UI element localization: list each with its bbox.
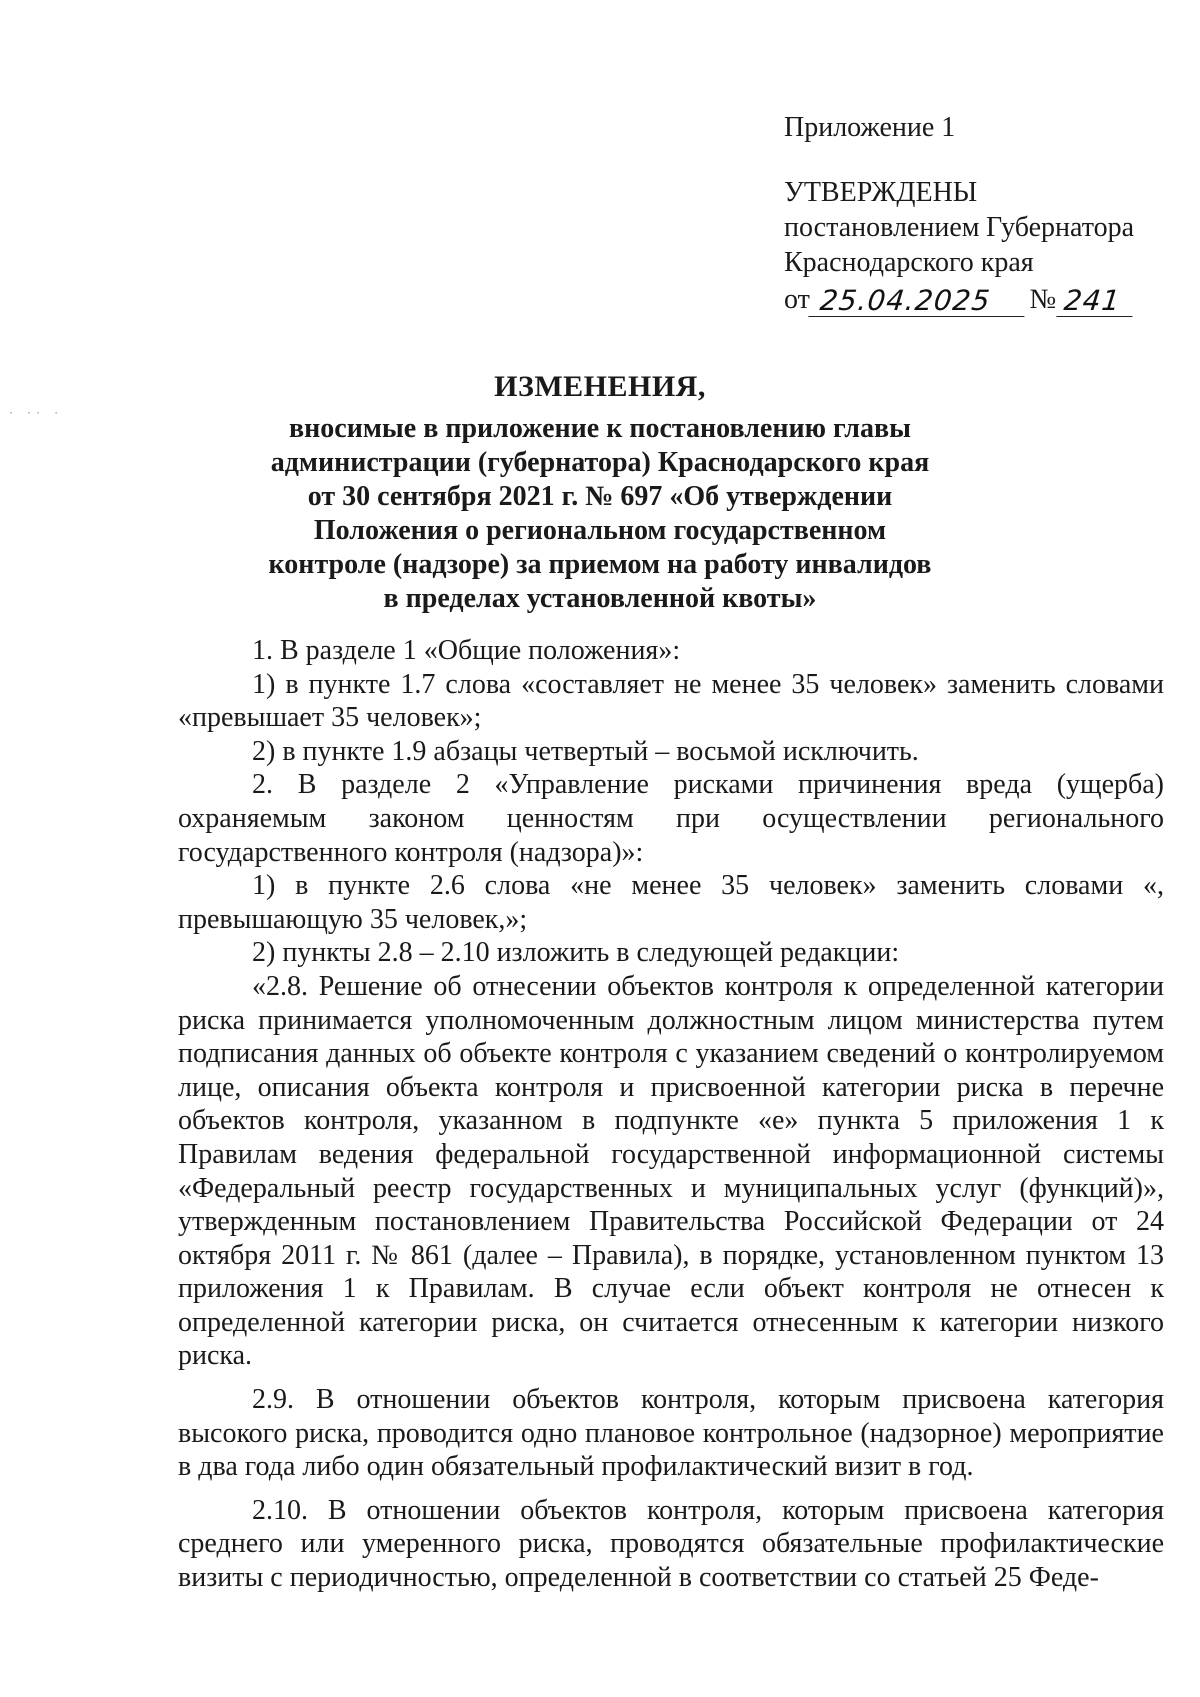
title-line: администрации (губернатора) Краснодарского края bbox=[270, 447, 930, 478]
body-paragraph: 2) пункты 2.8 – 2.10 изложить в следующей редакции: bbox=[252, 937, 900, 969]
body-paragraph: 2.9. В отношении объектов контроля, которым присвоена категория высокого риска, проводится одно плановое контрольное (надзорное) мероприятие в два года либо один обязательный профилактический визит в год. bbox=[178, 1384, 1164, 1483]
body-paragraph: 2. В разделе 2 «Управление рисками причинения вреда (ущерба) охраняемым законом ценностям при осуществлении регионального государственного контроля (надзора)»: bbox=[178, 769, 1164, 868]
approved-by-authority: Губернатора bbox=[985, 212, 1134, 243]
handwritten-number: 241 bbox=[1057, 286, 1136, 317]
document-title: ИЗМЕНЕНИЯ, bbox=[494, 370, 706, 403]
appendix-label: Приложение 1 bbox=[784, 112, 956, 143]
document-title-block bbox=[200, 370, 1000, 616]
document-body bbox=[178, 634, 1164, 1595]
title-line: Положения о региональном государственном bbox=[313, 515, 887, 546]
approved-by-line bbox=[784, 210, 1134, 245]
number-prefix: № bbox=[1029, 284, 1057, 315]
body-paragraph: 2.10. В отношении объектов контроля, которым присвоена категория среднего или умеренного риска, проводятся обязательные профилактические визиты с периодичностью, определенной в соответствии со статьей 25 Феде- bbox=[178, 1494, 1164, 1594]
approved-by-region: Краснодарского края bbox=[784, 247, 1034, 278]
title-line: в пределах установленной квоты» bbox=[383, 583, 817, 614]
body-paragraph: 1) в пункте 1.7 слова «составляет не менее 35 человек» заменить словами «превышает 35 человек»; bbox=[178, 668, 1164, 734]
title-line: от 30 сентября 2021 г. № 697 «Об утверждении bbox=[307, 481, 893, 512]
title-line: контроле (надзоре) за приемом на работу инвалидов bbox=[268, 549, 932, 580]
date-prefix: от bbox=[784, 284, 810, 315]
handwritten-date: 25.04.2025 bbox=[808, 286, 1027, 317]
date-number-line bbox=[784, 282, 1134, 317]
approved-heading: УТВЕРЖДЕНЫ bbox=[784, 177, 978, 208]
body-paragraph: 1. В разделе 1 «Общие положения»: bbox=[252, 635, 681, 666]
body-paragraph: 2) в пункте 1.9 абзацы четвертый – восьмой исключить. bbox=[252, 735, 919, 767]
body-paragraph: 1) в пункте 2.6 слова «не менее 35 человек» заменить словами «, превышающую 35 человек,»; bbox=[178, 870, 1164, 935]
approval-stamp-block bbox=[784, 110, 1134, 317]
title-line: вносимые в приложение к постановлению главы bbox=[289, 413, 911, 444]
scan-artifact: · ·· · bbox=[8, 408, 63, 419]
body-paragraph: «2.8. Решение об отнесении объектов контроля к определенной категории риска принимается уполномоченным должностным лицом министерства путем подписания данных об объекте контроля с указанием сведений о контролируемом лице, описания объекта контроля и присвоенной категории риска в перечне объектов контроля, указанном в подпункте «е» пункта 5 приложения 1 к Правилам ведения федеральной государственной информационной системы «Федеральный реестр государственных и муниципальных услуг (функций)», утвержденным постановлением Правительства Российской Федерации от 24 октября 2011 г. № 861 (далее – Правила), в порядке, установленном пунктом 13 приложения 1 к Правилам. В случае если объект контроля не отнесен к определенной категории риска, он считается отнесенным к категории низкого риска. bbox=[178, 970, 1164, 1372]
approved-by-word: постановлением bbox=[784, 212, 980, 243]
